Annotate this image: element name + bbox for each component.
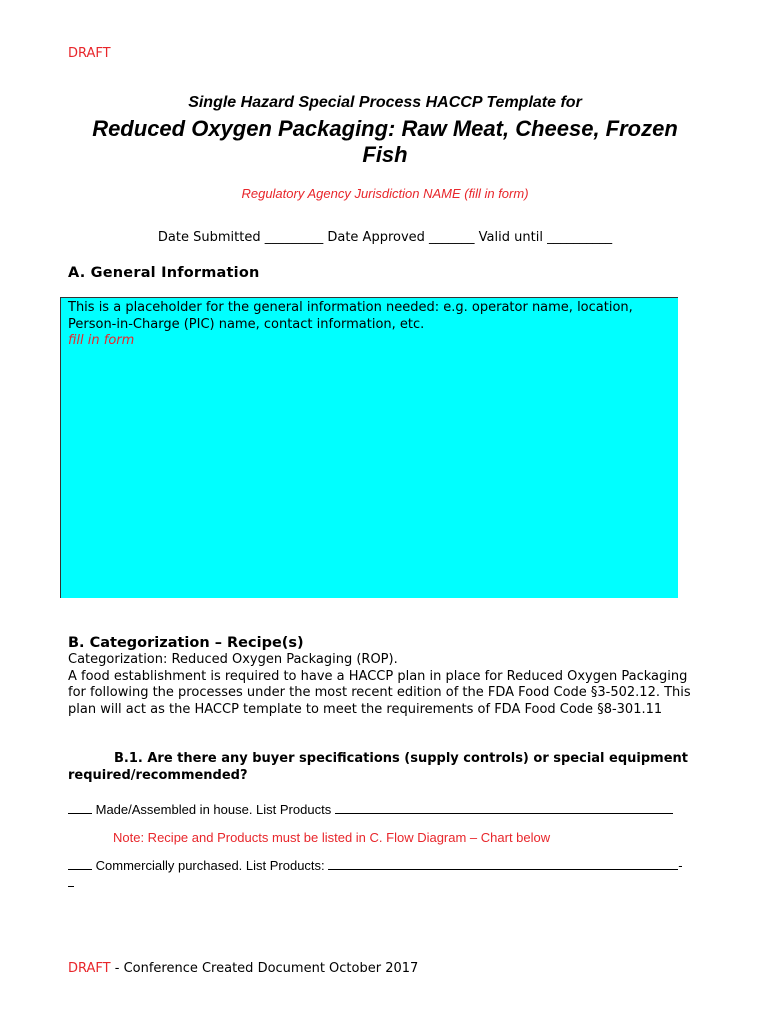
section-b-heading: B. Categorization – Recipe(s) xyxy=(68,635,304,651)
section-a-heading: A. General Information xyxy=(68,265,260,281)
commercial-products-field-continued[interactable] xyxy=(68,874,74,887)
draft-label-bottom: DRAFT xyxy=(68,961,111,976)
draft-label-top: DRAFT xyxy=(68,46,111,61)
section-b-body xyxy=(68,652,708,718)
document-title: Reduced Oxygen Packaging: Raw Meat, Cheese, Frozen Fish xyxy=(92,116,678,167)
made-in-house-products-field[interactable] xyxy=(335,801,673,814)
footer xyxy=(68,961,418,976)
categorization-line: Categorization: Reduced Oxygen Packaging (ROP). xyxy=(68,652,398,667)
made-in-house-row xyxy=(68,801,708,817)
made-in-house-label: Made/Assembled in house. List Products xyxy=(95,802,332,817)
agency-jurisdiction: Regulatory Agency Jurisdiction NAME (fill in form) xyxy=(241,186,529,201)
fill-in-form-hint: fill in form xyxy=(68,333,135,348)
made-in-house-checkbox-blank[interactable] xyxy=(68,801,92,814)
date-fields[interactable]: Date Submitted _________ Date Approved _______ Valid until __________ xyxy=(157,230,613,245)
commercial-products-field[interactable] xyxy=(328,857,678,870)
recipe-note: Note: Recipe and Products must be listed in C. Flow Diagram – Chart below xyxy=(113,830,551,845)
general-information-text[interactable] xyxy=(68,300,673,350)
document-subtitle: Single Hazard Special Process HACCP Template for xyxy=(188,94,582,111)
commercial-label: Commercially purchased. List Products: xyxy=(95,858,325,873)
general-information-placeholder: This is a placeholder for the general information needed: e.g. operator name, location, Person-in-Charge (PIC) name, contact information, etc. xyxy=(68,300,633,332)
commercial-trailing-dash: - xyxy=(678,858,683,873)
footer-text: - Conference Created Document October 2017 xyxy=(110,961,419,976)
b1-question: B.1. Are there any buyer specifications (supply controls) or special equipment required/recommended? xyxy=(68,751,689,783)
commercial-checkbox-blank[interactable] xyxy=(68,857,92,870)
categorization-description: A food establishment is required to have a HACCP plan in place for Reduced Oxygen Packaging for following the processes under the most recent edition of the FDA Food Code §3-502.12. This plan will act as the HACCP template to meet the requirements of FDA Food Code §8-301.11 xyxy=(68,668,691,717)
commercial-row xyxy=(68,857,708,891)
